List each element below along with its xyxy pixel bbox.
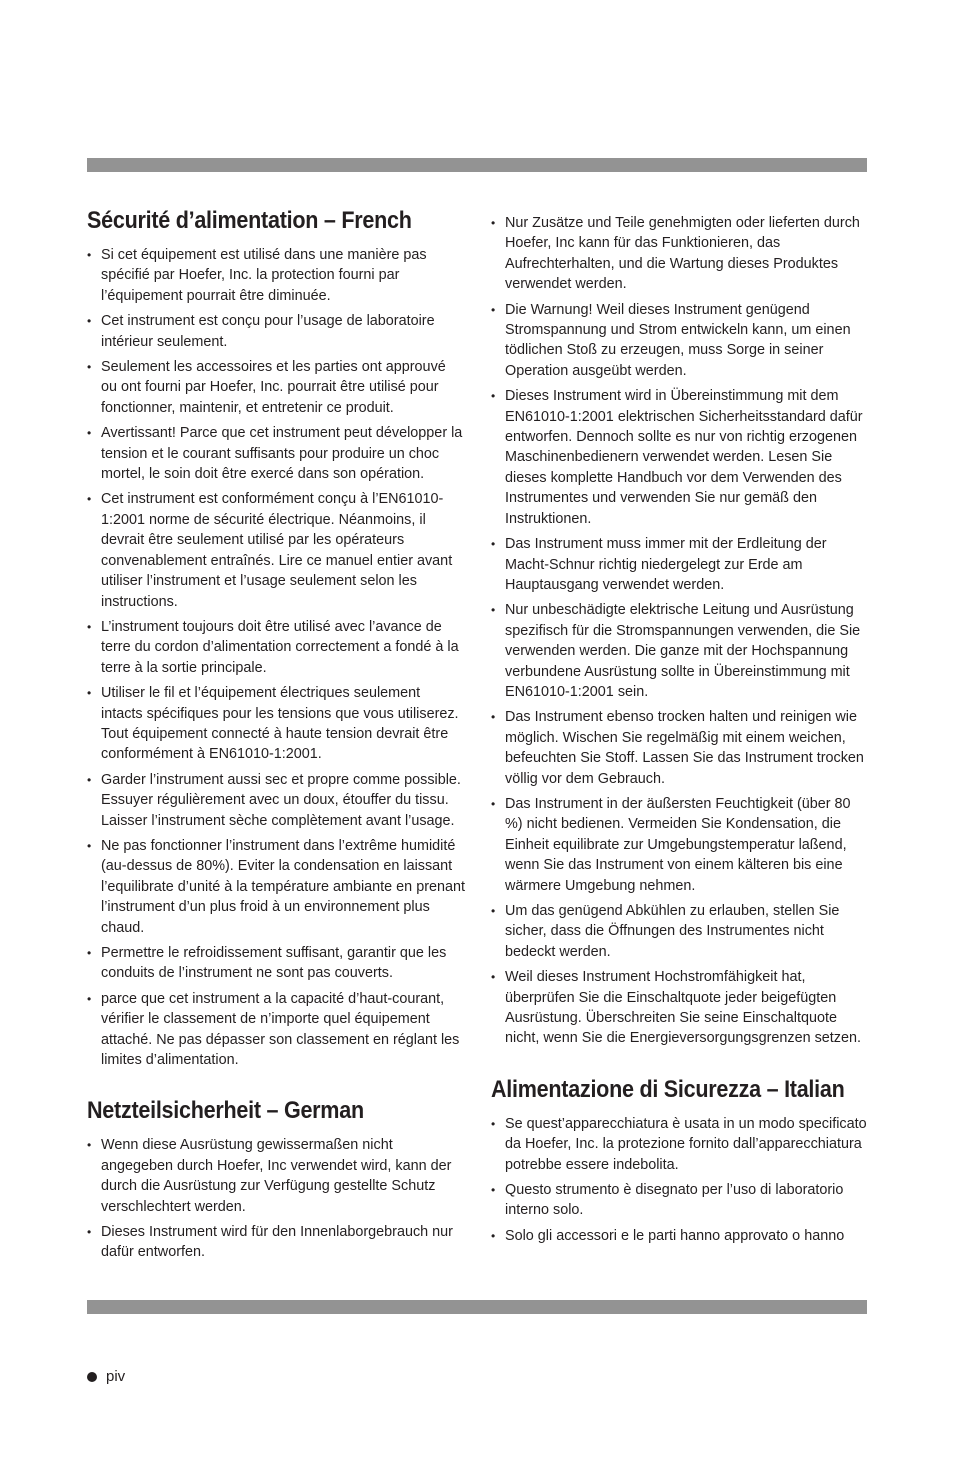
list-item xyxy=(491,600,869,702)
bullet-icon: • xyxy=(491,796,496,811)
list-item xyxy=(491,1226,869,1246)
list-item-text: Ne pas fonctionner l’instrument dans l’extrême humidité (au-dessus de 80%). Eviter la condensation en laissant l’equilibrate d’unité à la température ambiante en prenant l’instrument d’un plus froid à un environnement plus chaud. xyxy=(101,837,465,936)
bullet-icon: • xyxy=(491,537,496,552)
bullet-icon: • xyxy=(491,603,496,618)
german-section-title: Netzteilsicherheit – German xyxy=(87,1097,364,1125)
list-item-text: Nur Zusätze und Teile genehmigten oder lieferten durch Hoefer, Inc kann für das Funktionieren, das Aufrechterhalten, und die Wartung dieses Produktes verwendet werden. xyxy=(505,215,860,293)
list-item-text: parce que cet instrument a la capacité d’haut-courant, vérifier le classement de n’importe quel équipement attaché. Ne pas dépasser son classement en réglant les limites d’alimentation. xyxy=(101,990,460,1069)
list-item-text: Questo strumento è disegnato per l’uso di laboratorio interno solo. xyxy=(505,1182,844,1219)
bullet-icon: • xyxy=(87,314,92,329)
list-item xyxy=(87,770,465,831)
list-item-text: Permettre le refroidissement suffisant, garantir que les conduits de l’instrument ne sont pas couverts. xyxy=(101,945,447,982)
list-item xyxy=(491,534,869,595)
bottom-divider-bar xyxy=(87,1300,867,1314)
list-item-text: Nur unbeschädigte elektrische Leitung und Ausrüstung spezifisch für die Stromspannungen verwenden, die Sie verwenden werden. Die ganze mit der Hochspannung verbundene Ausrüstung sollte in Übereinstimmung mit EN61010-1:2001 sein. xyxy=(505,602,861,700)
list-item-text: Das Instrument muss immer mit der Erdleitung der Macht-Schnur richtig niedergelegt zur Erde am Hauptausgang verwendet werden. xyxy=(505,536,827,593)
bullet-icon: • xyxy=(491,1116,496,1131)
bullet-icon: • xyxy=(87,1138,92,1153)
list-item-text: Seulement les accessoires et les parties ont approuvé ou ont fourni par Hoefer, Inc. pourrait être utilisé pour fonctionner, maintenir, et entretenir ce produit. xyxy=(101,359,446,416)
bullet-icon: • xyxy=(87,946,92,960)
list-item xyxy=(491,213,869,295)
list-item-text: L’instrument toujours doit être utilisé avec l’avance de terre du cordon d’alimentation correctement a fondé à la terre à la sortie principale. xyxy=(101,618,459,676)
bullet-icon: • xyxy=(491,710,496,725)
bullet-icon: • xyxy=(491,904,496,918)
italian-list xyxy=(491,1114,869,1246)
list-item xyxy=(87,423,465,484)
list-item xyxy=(491,967,869,1049)
top-divider-bar xyxy=(87,158,867,172)
list-item xyxy=(491,901,869,962)
bullet-icon: • xyxy=(87,360,92,375)
bullet-icon: • xyxy=(491,1183,496,1198)
bullet-icon: • xyxy=(491,970,496,985)
list-item xyxy=(87,1222,465,1263)
bullet-icon: • xyxy=(491,1228,496,1243)
bullet-icon: • xyxy=(491,216,496,230)
bullet-icon: • xyxy=(87,686,92,701)
bullet-icon: • xyxy=(87,248,92,262)
page-number: piv xyxy=(106,1368,126,1385)
bullet-icon: • xyxy=(491,302,496,317)
bullet-icon: • xyxy=(87,492,92,507)
bullet-icon: • xyxy=(87,991,92,1006)
page-footer xyxy=(87,1368,125,1385)
list-item xyxy=(491,1180,869,1221)
list-item xyxy=(87,683,465,765)
list-item-text: Das Instrument ebenso trocken halten und reinigen wie möglich. Wischen Sie regelmäßig mit einem weichen, befeuchten Sie Stoff. Lassen Sie das Instrument trocken völlig vor dem Gebrauch. xyxy=(505,709,864,787)
list-item-text: Dieses Instrument wird in Übereinstimmung mit dem EN61010-1:2001 elektrischen Sicherheitsstandard dafür entworfen. Dennoch sollte es nur von richtig erzogenen Maschinenbedienern verwendet werden. Lesen Sie dieses komplette Handbuch vor dem Verwenden des Instrumentes und verwenden Sie nur gemäß den Instruktionen. xyxy=(505,388,863,527)
list-item-text: Utiliser le fil et l’équipement électriques seulement intacts spécifiques pour les tensions que vous utiliserez. Tout équipement connecté à haute tension devrait être conformément à EN61010-1:2001. xyxy=(101,685,459,763)
list-item xyxy=(87,489,465,611)
list-item-text: Garder l’instrument aussi sec et propre comme possible. Essuyer régulièrement avec un doux, étouffer du tissu. Laisser l’instrument sèche complètement avant l’usage. xyxy=(101,771,461,829)
italian-section-title: Alimentazione di Sicurezza – Italian xyxy=(491,1075,845,1103)
list-item-text: Cet instrument est conformément conçu à l’EN61010-1:2001 norme de sécurité électrique. Néanmoins, il devrait être seulement utilisé par les opérateurs convenablement entraînés. Lire ce manuel entier avant utiliser l’instrument et l’usage seulement selon les instructions. xyxy=(101,491,453,610)
list-item-text: Avertissant! Parce que cet instrument peut développer la tension et le courant suffisants pour produire un choc mortel, le soin doit être exercé dans son opération. xyxy=(101,425,463,483)
german-list xyxy=(87,1135,465,1262)
bullet-dot-icon xyxy=(87,1372,97,1382)
right-column xyxy=(491,213,869,1251)
list-item xyxy=(87,617,465,678)
list-item-text: Die Warnung! Weil dieses Instrument genügend Stromspannung und Strom entwickeln kann, um einen tödlichen Stoß zu erzeugen, muss Sorge in seiner Operation ausgeübt werden. xyxy=(505,301,851,379)
bullet-icon: • xyxy=(87,619,92,634)
left-column xyxy=(87,205,465,1268)
french-section-title: Sécurité d’alimentation – French xyxy=(87,207,412,234)
list-item xyxy=(87,943,465,984)
list-item-text: Cet instrument est conçu pour l’usage de laboratoire intérieur seulement. xyxy=(101,313,435,350)
bullet-icon: • xyxy=(87,1225,92,1240)
list-item xyxy=(87,1135,465,1217)
bullet-icon: • xyxy=(491,389,496,404)
bullet-icon: • xyxy=(87,426,92,441)
bullet-icon: • xyxy=(87,772,92,787)
list-item-text: Si cet équipement est utilisé dans une manière pas spécifié par Hoefer, Inc. la protection fourni par l’équipement pourrait être diminuée. xyxy=(101,247,427,304)
french-list xyxy=(87,245,465,1070)
list-item xyxy=(491,1114,869,1175)
list-item-text: Se quest’apparecchiatura è usata in un modo specificato da Hoefer, Inc. la protezione fornito dall’apparecchiatura potrebbe essere indebolita. xyxy=(505,1115,867,1173)
list-item-text: Das Instrument in der äußersten Feuchtigkeit (über 80 %) nicht bedienen. Vermeiden Sie Kondensation, die Einheit equilibrate zur Umgebungstemperatur laßend, wenn Sie das Instrument von einem kälteren bis eine wärmere Umgebung nehmen. xyxy=(505,795,851,894)
list-item xyxy=(87,311,465,352)
list-item-text: Solo gli accessori e le parti hanno approvato o hanno xyxy=(505,1227,845,1244)
list-item-text: Weil dieses Instrument Hochstromfähigkeit hat, überprüfen Sie die Einschaltquote jeder beigefügten Ausrüstung. Überschreiten Sie seine Einschaltquote nicht, wenn Sie die Energieversorgungsgrenzen setzen. xyxy=(505,969,861,1047)
list-item xyxy=(491,386,869,529)
list-item-text: Dieses Instrument wird für den Innenlaborgebrauch nur dafür entworfen. xyxy=(101,1224,453,1261)
list-item xyxy=(491,707,869,789)
list-item xyxy=(87,245,465,306)
list-item xyxy=(491,794,869,896)
german-list-continued xyxy=(491,213,869,1049)
list-item xyxy=(491,300,869,382)
list-item xyxy=(87,836,465,938)
list-item-text: Um das genügend Abkühlen zu erlauben, stellen Sie sicher, dass die Öffnungen des Instrumentes nicht bedeckt werden. xyxy=(505,903,840,960)
list-item xyxy=(87,989,465,1071)
list-item xyxy=(87,357,465,418)
list-item-text: Wenn diese Ausrüstung gewissermaßen nicht angegeben durch Hoefer, Inc verwendet wird, kann der durch die Ausrüstung zur Verfügung gestellte Schutz verschlechtert werden. xyxy=(101,1137,452,1215)
bullet-icon: • xyxy=(87,838,92,853)
